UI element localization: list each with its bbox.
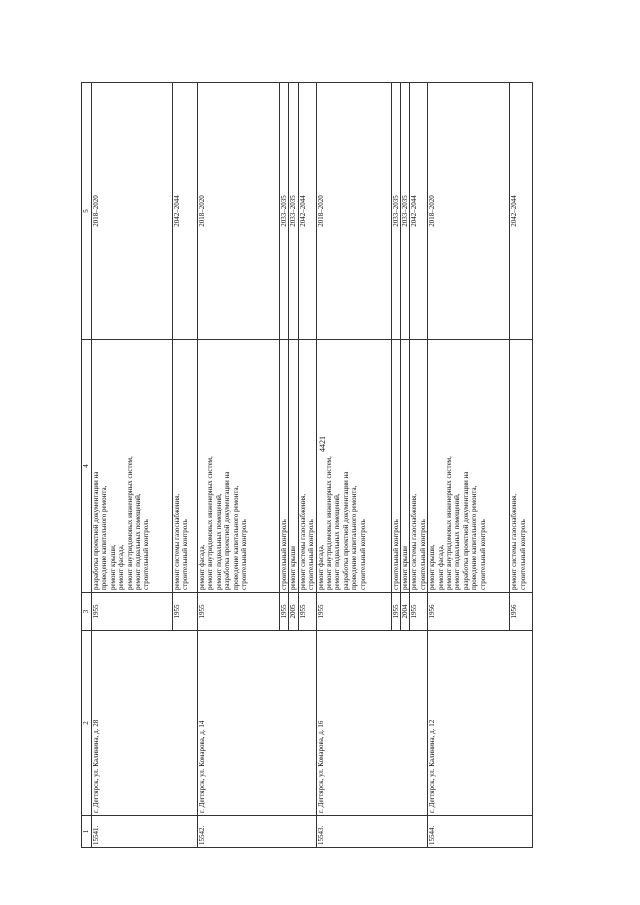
header-cell: 5 [82,83,92,340]
header-cell: 1 [82,816,92,848]
table-row [92,83,173,848]
repair-period: 2042–2044 [173,83,198,340]
work-item: ремонт подвальных помещений, [453,493,462,590]
commission-year: 2004 [401,593,410,631]
table-row [428,83,510,848]
work-item: разработка проектной документации на [341,471,350,590]
commission-year: 1956 [510,593,533,631]
work-item: разработка проектной документации на [92,471,100,590]
work-item: строительный контроль [478,519,487,590]
work-item: ремонт системы газоснабжения, [173,493,181,590]
commission-year: 2005 [289,593,298,631]
work-item: ремонт внутридомовых инженерных систем, [206,456,215,590]
work-list [428,340,510,593]
table-row [198,83,280,848]
work-item: проведение капитального ремонта, [470,485,479,590]
work-item: разработка проектной документации на [461,471,470,590]
work-list [92,340,173,593]
work-item: строительный контроль [307,519,316,590]
work-list [410,340,428,593]
work-item: ремонт крыши, [428,544,437,590]
repair-period: 2042–2044 [298,83,316,340]
work-item: строительный контроль [142,519,151,590]
entry-address: г. Дегтярск, ул. Комарова, д. 14 [198,631,317,816]
work-list [401,340,410,593]
work-item: проведение капитального ремонта, [231,485,240,590]
work-item: строительный контроль [518,519,527,590]
work-list [316,340,391,593]
repair-period: 2033–2035 [401,83,410,340]
work-item: ремонт системы газоснабжения, [298,493,307,590]
repair-period: 2018–2020 [316,83,391,340]
commission-year: 1955 [173,593,198,631]
repair-period: 2018–2020 [92,83,173,340]
work-list [198,340,280,593]
header-cell: 4 [82,340,92,593]
work-item: строительный контроль [280,519,288,590]
work-item: ремонт внутридомовых инженерных систем, [325,456,334,590]
work-item: ремонт подвальных помещений, [333,493,342,590]
work-item: ремонт фасада, [117,544,126,590]
repair-period: 2018–2020 [428,83,510,340]
repair-period: 2033–2035 [391,83,400,340]
register-sheet [81,83,578,848]
commission-year: 1955 [391,593,400,631]
header-cell: 2 [82,631,92,816]
repair-period: 2018–2020 [198,83,280,340]
entry-number: 15541. [92,816,198,848]
work-list [173,340,198,593]
entry-address: г. Дегтярск, ул. Калинина, д. 12 [428,631,533,816]
work-item: проведение капитального ремонта, [100,485,109,590]
commission-year: 1955 [298,593,316,631]
work-item: строительный контроль [181,519,190,590]
register-table [81,82,533,848]
entry-address: г. Дегтярск, ул. Комарова, д. 16 [316,631,428,816]
work-item: ремонт фасада, [198,544,206,590]
repair-period: 2033–2035 [280,83,289,340]
work-list [289,340,298,593]
repair-period: 2033–2035 [289,83,298,340]
table-header-row [82,83,92,848]
work-item: ремонт крыши [289,546,298,590]
work-list [391,340,400,593]
header-cell: 3 [82,593,92,631]
commission-year: 1955 [280,593,289,631]
work-item: строительный контроль [240,519,249,590]
work-item: ремонт системы газоснабжения, [510,493,519,590]
work-list [298,340,316,593]
entry-number: 15543. [316,816,428,848]
commission-year: 1955 [92,593,173,631]
work-item: ремонт внутридомовых инженерных систем, [125,456,134,590]
work-list [510,340,533,593]
work-item: разработка проектной документации на [223,471,232,590]
work-list [280,340,289,593]
table-body [92,83,533,848]
table-row [316,83,391,848]
entry-number: 15544. [428,816,533,848]
work-item: ремонт фасада, [316,544,325,590]
work-item: ремонт крыши, [108,544,117,590]
commission-year: 1956 [428,593,510,631]
work-item: строительный контроль [418,519,427,590]
work-item: ремонт фасада, [436,544,445,590]
work-item: проведение капитального ремонта, [350,485,359,590]
work-item: ремонт подвальных помещений, [214,493,223,590]
commission-year: 1955 [316,593,391,631]
repair-period: 2042–2044 [510,83,533,340]
entry-number: 15542. [198,816,317,848]
entry-address: г. Дегтярск, ул. Калинина, д. 28 [92,631,198,816]
repair-period: 2042–2044 [410,83,428,340]
work-item: строительный контроль [358,519,367,590]
work-item: ремонт крыши [401,546,410,590]
work-item: ремонт системы газоснабжения, [410,493,419,590]
commission-year: 1955 [198,593,280,631]
work-item: ремонт внутридомовых инженерных систем, [445,456,454,590]
page-number: 4421 [318,436,327,452]
work-item: ремонт подвальных помещений, [134,493,143,590]
commission-year: 1955 [410,593,428,631]
work-item: строительный контроль [391,519,400,590]
